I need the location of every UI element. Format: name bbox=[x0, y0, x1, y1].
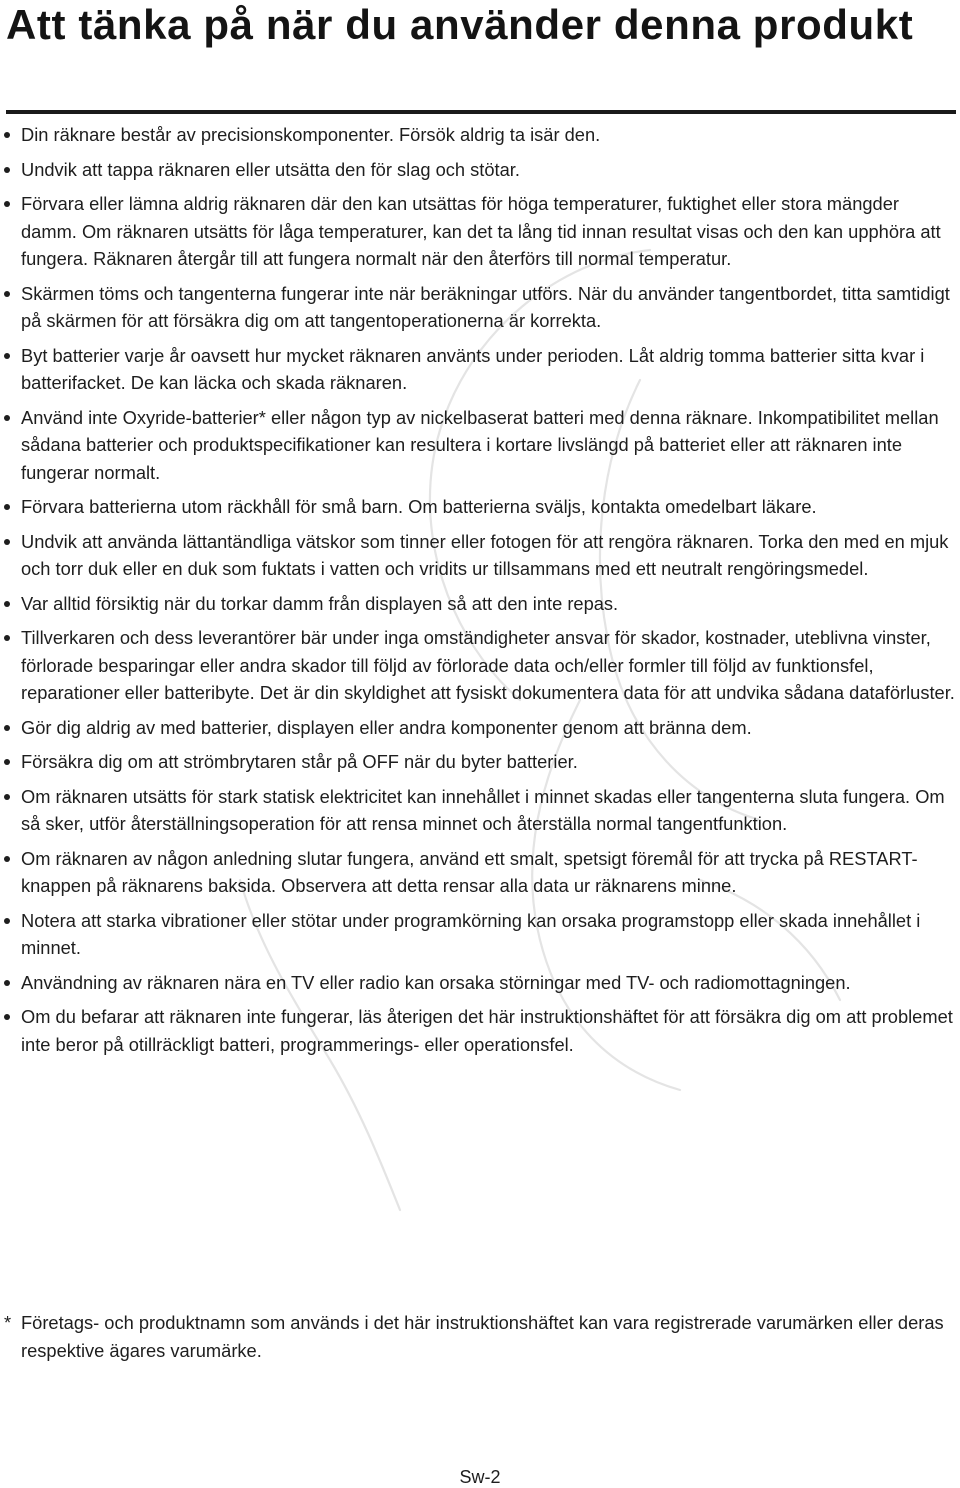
bullet-icon bbox=[4, 201, 10, 207]
bullet-icon bbox=[4, 353, 10, 359]
list-item-text: Notera att starka vibrationer eller stötar under programkörning kan orsaka programstopp eller skada innehållet i minnet. bbox=[21, 909, 921, 958]
bullet-icon bbox=[4, 980, 10, 986]
bullet-icon bbox=[4, 132, 10, 138]
footnote bbox=[0, 1309, 960, 1364]
list-item-text: Försäkra dig om att strömbrytaren står på OFF när du byter batterier. bbox=[21, 751, 578, 772]
list-item bbox=[0, 342, 960, 397]
bullet-icon bbox=[4, 794, 10, 800]
list-item-text: Förvara eller lämna aldrig räknaren där den kan utsättas för höga temperaturer, fuktighet eller stora mängder damm. Om räknaren utsätts för låga temperaturer, kan det ta lång tid innan resultat visas och den kan upphöra att fungera. Räknaren återgår till att fungera normalt när den återförs till normal temperatur. bbox=[21, 193, 941, 269]
bullet-icon bbox=[4, 504, 10, 510]
list-item-text: Byt batterier varje år oavsett hur mycket räknaren använts under perioden. Låt aldrig tomma batterier sitta kvar i batterifacket. De kan läcka och skada räknaren. bbox=[21, 344, 925, 393]
list-item bbox=[0, 280, 960, 335]
footnote-text: Företags- och produktnamn som används i det här instruktionshäftet kan vara registrerade varumärken eller deras respektive ägares varumärke. bbox=[21, 1312, 944, 1361]
list-item-text: Om räknaren av någon anledning slutar fungera, använd ett smalt, spetsigt föremål för att trycka på RESTART-knappen på räknarens baksida. Observera att detta rensar alla data ur räknarens minne. bbox=[21, 847, 918, 896]
page-number: Sw-2 bbox=[459, 1467, 501, 1487]
list-item-text: Om du befarar att räknaren inte fungerar, läs återigen det här instruktionshäftet för att försäkra dig om att problemet inte beror på otillräckligt batteri, programmerings- eller operationsfel. bbox=[21, 1006, 953, 1055]
bullet-icon bbox=[4, 539, 10, 545]
list-item bbox=[0, 907, 960, 962]
list-item-text: Din räknare består av precisionskomponenter. Försök aldrig ta isär den. bbox=[21, 124, 601, 145]
bullet-icon bbox=[4, 635, 10, 641]
list-item bbox=[0, 156, 960, 184]
list-item bbox=[0, 121, 960, 149]
list-item bbox=[0, 845, 960, 900]
bullet-icon bbox=[4, 1014, 10, 1020]
list-item-text: Skärmen töms och tangenterna fungerar inte när beräkningar utförs. När du använder tangentbordet, titta samtidigt på skärmen för att försäkra dig om att tangentoperationerna är korrekta. bbox=[21, 282, 950, 331]
bullet-icon bbox=[4, 415, 10, 421]
list-item bbox=[0, 714, 960, 742]
list-item bbox=[0, 404, 960, 487]
list-item bbox=[0, 969, 960, 997]
bullet-icon bbox=[4, 759, 10, 765]
precautions-list bbox=[0, 121, 960, 1065]
list-item-text: Undvik att använda lättantändliga vätskor som tinner eller fotogen för att rengöra räknaren. Torka den med en mjuk och torr duk eller en duk som fuktats i vatten och vridits ur tillsammans med ett neutralt rengöringsmedel. bbox=[21, 530, 949, 579]
bullet-icon bbox=[4, 918, 10, 924]
bullet-icon bbox=[4, 856, 10, 862]
list-item bbox=[0, 1003, 960, 1058]
list-item bbox=[0, 624, 960, 707]
list-item bbox=[0, 748, 960, 776]
bullet-icon bbox=[4, 725, 10, 731]
list-item-text: Använd inte Oxyride-batterier* eller någon typ av nickelbaserat batteri med denna räknare. Inkompatibilitet mellan sådana batterier och produktspecifikationer kan resultera i kortare livslängd på batteriet eller att räknaren inte fungerar normalt. bbox=[21, 406, 939, 483]
list-item-text: Gör dig aldrig av med batterier, displayen eller andra komponenter genom att bränna dem. bbox=[21, 716, 752, 738]
bullet-icon bbox=[4, 601, 10, 607]
list-item bbox=[0, 783, 960, 838]
list-item-text: Tillverkaren och dess leverantörer bär under inga omständigheter ansvar för skador, kostnader, uteblivna vinster, förlorade besparingar eller andra skador till följd av förlorade data och/eller formler till följd av funktionsfel, reparationer eller batteribyte. Det är din skyldighet att fysiskt dokumentera data för att undvika sådana dataförluster. bbox=[21, 627, 955, 703]
list-item bbox=[0, 590, 960, 618]
list-item bbox=[0, 528, 960, 583]
list-item-text: Om räknaren utsätts för stark statisk elektricitet kan innehållet i minnet skadas eller tangenterna sluta fungera. Om så sker, utför återställningsoperation för att rensa minnet och återställa normal tangentfunktion. bbox=[21, 785, 945, 834]
bullet-icon bbox=[4, 167, 10, 173]
title-divider bbox=[6, 110, 956, 114]
footnote-asterisk: * bbox=[4, 1312, 12, 1333]
bullet-icon bbox=[4, 291, 10, 297]
list-item-text: Förvara batterierna utom räckhåll för små barn. Om batterierna sväljs, kontakta omedelbart läkare. bbox=[21, 496, 817, 517]
list-item bbox=[0, 190, 960, 273]
list-item-text: Var alltid försiktig när du torkar damm från displayen så att den inte repas. bbox=[21, 592, 619, 614]
list-item bbox=[0, 493, 960, 521]
list-item-text: Användning av räknaren nära en TV eller radio kan orsaka störningar med TV- och radiomottagningen. bbox=[21, 971, 851, 993]
list-item-text: Undvik att tappa räknaren eller utsätta den för slag och stötar. bbox=[21, 158, 520, 180]
page-title: Att tänka på när du använder denna produkt bbox=[6, 1, 914, 48]
